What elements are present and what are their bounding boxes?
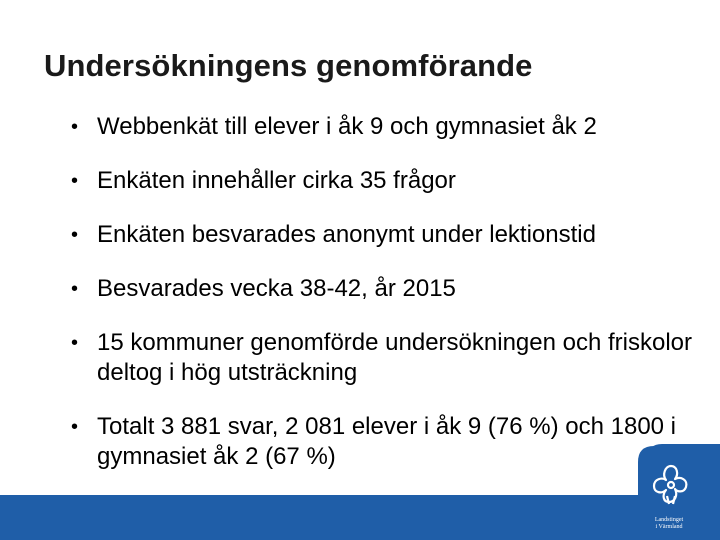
- bullet-text: Besvarades vecka 38-42, år 2015: [97, 275, 456, 302]
- bullet-item: [71, 220, 711, 250]
- bullet-marker: •: [71, 116, 79, 138]
- bullet-item: [71, 166, 711, 196]
- bullet-text: 15 kommuner genomförde undersökningen och friskolor deltog i hög utsträckning: [97, 329, 692, 386]
- logo-text-line2: i Värmland: [655, 524, 683, 530]
- bullet-marker: •: [71, 170, 79, 192]
- footer-band: [0, 495, 720, 540]
- slide-title: Undersökningens genomförande: [44, 48, 533, 83]
- bullet-item: [71, 412, 711, 472]
- bullet-text: Enkäten innehåller cirka 35 frågor: [97, 167, 456, 194]
- bullet-text: Totalt 3 881 svar, 2 081 elever i åk 9 (76 %) och 1800 i gymnasiet åk 2 (67 %): [97, 413, 677, 470]
- bullet-item: [71, 112, 711, 142]
- bullet-marker: •: [71, 416, 79, 438]
- bullet-item: [71, 274, 711, 304]
- bullet-text: Enkäten besvarades anonymt under lektionstid: [97, 221, 596, 248]
- bullet-marker: •: [71, 332, 79, 354]
- bullet-item: [71, 328, 711, 388]
- bullet-text: Webbenkät till elever i åk 9 och gymnasiet åk 2: [97, 113, 597, 140]
- bullet-marker: •: [71, 224, 79, 246]
- bullet-marker: •: [71, 278, 79, 300]
- bullet-list: [71, 112, 711, 496]
- logo-text-line1: Landstinget: [654, 517, 684, 523]
- logo: [638, 438, 720, 540]
